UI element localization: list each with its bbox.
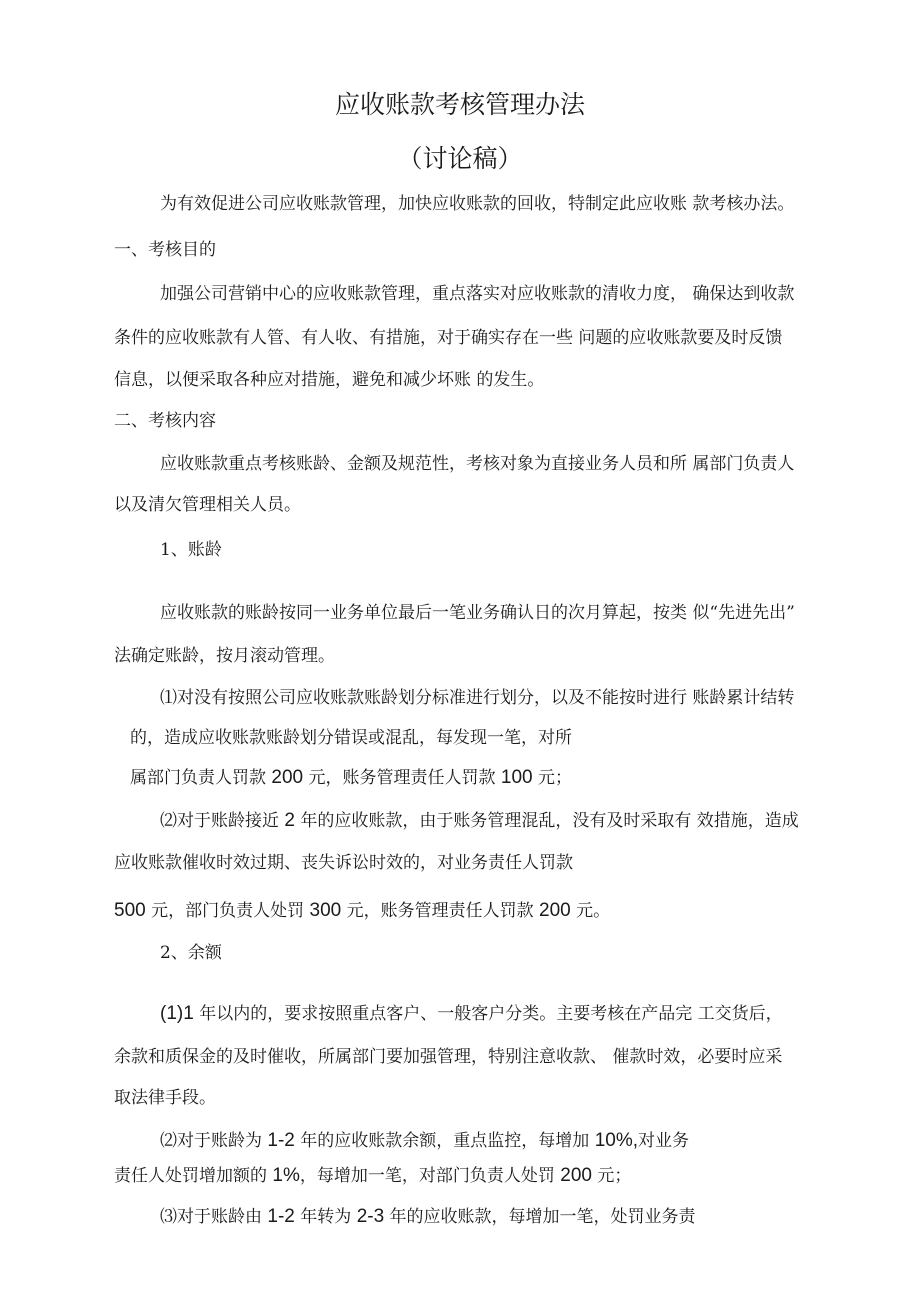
text-segment: 年转为 bbox=[294, 1207, 357, 1227]
balance-item1-line bbox=[160, 1003, 783, 1025]
text-segment: 对业务 bbox=[638, 1131, 689, 1151]
text-segment: ⑶对于账龄由 bbox=[160, 1207, 268, 1227]
amount: 500 bbox=[114, 900, 146, 921]
text-segment: 责任人处罚增加额的 bbox=[114, 1166, 273, 1186]
number: 1-2 bbox=[267, 1206, 295, 1227]
balance-item1-line: 取法律手段。 bbox=[114, 1088, 216, 1108]
aging-line: 法确定账龄，按月滚动管理。 bbox=[114, 646, 335, 666]
intro-paragraph: 为有效促进公司应收账款管理，加快应收账款的回收，特制定此应收账 款考核办法。 bbox=[160, 194, 795, 214]
aging-item2-line bbox=[160, 810, 799, 832]
text-segment: 元，部门负责人处罚 bbox=[145, 901, 310, 921]
text-segment: ⑵对于账龄接近 bbox=[160, 811, 285, 831]
amount: 200 bbox=[539, 900, 571, 921]
text-segment: 属部门负责人罚款 bbox=[130, 768, 272, 788]
document-title: 应收账款考核管理办法 bbox=[334, 90, 585, 119]
section1-heading: 一、考核目的 bbox=[114, 240, 216, 260]
aging-line: 应收账款的账龄按同一业务单位最后一笔业务确认日的次月算起，按类 似“先进先出” bbox=[160, 603, 795, 623]
text-segment: ⑵对于账龄为 bbox=[160, 1131, 268, 1151]
balance-item3-line bbox=[160, 1206, 696, 1228]
aging-item1-line: 的，造成应收账款账龄划分错误或混乱，每发现一笔，对所 bbox=[130, 728, 572, 748]
text-segment: 年的应收账款余额，重点监控，每增加 bbox=[294, 1131, 595, 1151]
section1-line: 加强公司营销中心的应收账款管理，重点落实对应收账款的清收力度， 确保达到收款 bbox=[160, 284, 795, 304]
text-segment: 元； bbox=[532, 768, 573, 788]
section1-line: 信息，以便采取各种应对措施，避免和减少坏账 的发生。 bbox=[114, 370, 545, 390]
text-segment: 元。 bbox=[570, 901, 611, 921]
balance-item2-line bbox=[114, 1165, 631, 1187]
amount: 200 bbox=[271, 767, 304, 788]
aging-item2-line: 应收账款催收时效过期、丧失诉讼时效的，对业务责任人罚款 bbox=[114, 853, 573, 873]
aging-item2-last-line bbox=[114, 900, 610, 922]
text-segment: 年以内的，要求按照重点客户、一般客户分类。主要考核在产品完 工交货后， bbox=[193, 1004, 783, 1024]
number: 2 bbox=[284, 810, 295, 831]
text-segment: 年的应收账款，每增加一笔，处罚业务责 bbox=[384, 1207, 696, 1227]
aging-item1-last-line bbox=[130, 767, 572, 789]
aging-item1-line: ⑴对没有按照公司应收账款账龄划分标准进行划分，以及不能按时进行 账龄累计结转 bbox=[160, 688, 795, 708]
text-segment: 元； bbox=[591, 1166, 632, 1186]
number: 1-2 bbox=[267, 1130, 295, 1151]
percentage: 10%, bbox=[594, 1130, 638, 1151]
text-segment: 元，账务管理责任人罚款 bbox=[303, 768, 501, 788]
section2-line: 应收账款重点考核账龄、金额及规范性，考核对象为直接业务人员和所 属部门负责人 bbox=[160, 454, 795, 474]
number: (1)1 bbox=[160, 1003, 194, 1024]
text-segment: ，每增加一笔，对部门负责人处罚 bbox=[299, 1166, 561, 1186]
section2-heading: 二、考核内容 bbox=[114, 411, 216, 431]
text-segment: 元，账务管理责任人罚款 bbox=[341, 901, 540, 921]
number: 2-3 bbox=[356, 1206, 385, 1227]
aging-heading: 1、账龄 bbox=[160, 540, 222, 560]
section1-line: 条件的应收账款有人管、有人收、有措施，对于确实存在一些 问题的应收账款要及时反馈 bbox=[114, 328, 783, 348]
amount: 200 bbox=[560, 1165, 592, 1186]
balance-item1-line: 余款和质保金的及时催收，所属部门要加强管理，特别注意收款、 催款时效，必要时应采 bbox=[114, 1047, 783, 1067]
balance-heading: 2、余额 bbox=[160, 943, 222, 963]
text-segment: 年的应收账款，由于账务管理混乱，没有及时采取有 效措施，造成 bbox=[294, 811, 799, 831]
amount: 300 bbox=[309, 900, 342, 921]
balance-item2-line bbox=[160, 1130, 689, 1152]
document-subtitle: （讨论稿） bbox=[397, 144, 523, 173]
section2-line: 以及清欠管理相关人员。 bbox=[114, 495, 301, 515]
percentage: 1% bbox=[272, 1165, 300, 1186]
amount: 100 bbox=[500, 767, 533, 788]
